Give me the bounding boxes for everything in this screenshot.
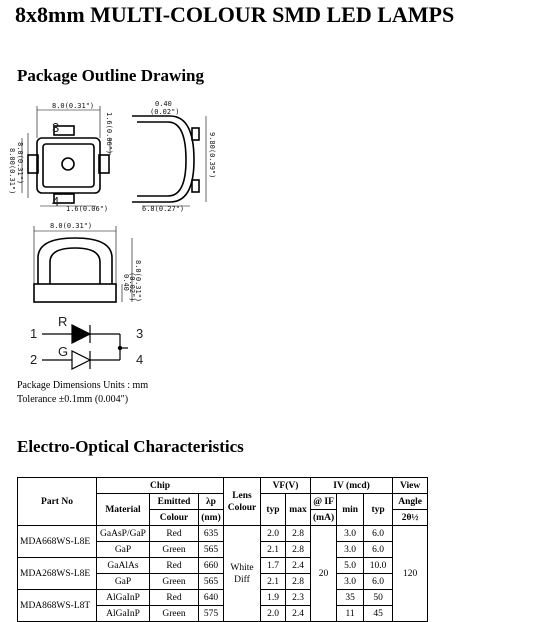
cell-iv-typ: 45 [364, 606, 393, 622]
cell-material: GaP [97, 574, 150, 590]
header-lambda: λp [199, 494, 224, 510]
table-header-row [18, 478, 428, 494]
header-iv-min: min [337, 494, 364, 526]
cell-lambda: 635 [199, 526, 224, 542]
cell-vf-typ: 2.1 [261, 542, 286, 558]
pin-label-bottom: 4 [52, 194, 60, 209]
cell-iv-typ: 50 [364, 590, 393, 606]
pin-label-top: 3 [52, 120, 60, 135]
header-iv: IV (mcd) [311, 478, 393, 494]
cell-colour: Green [150, 606, 199, 622]
cell-iv-min: 3.0 [337, 574, 364, 590]
cell-iv-typ: 6.0 [364, 542, 393, 558]
header-colour: Colour [150, 510, 199, 526]
cell-vf-typ: 1.7 [261, 558, 286, 574]
led-schematic [42, 325, 128, 369]
package-outline-drawing [10, 98, 240, 388]
section-heading-outline: Package Outline Drawing [17, 66, 204, 85]
dim-front-height: 8.0(0.31") [134, 260, 142, 303]
dim-side-height: 9.80(0.39") [208, 132, 216, 179]
dim-side-depth: 6.8(0.27") [142, 205, 185, 213]
cell-material: GaAsP/GaP [97, 526, 150, 542]
lens-colour-line2: Diff [234, 574, 250, 585]
table-row [18, 558, 428, 574]
cell-colour: Green [150, 574, 199, 590]
cell-lambda: 565 [199, 542, 224, 558]
cell-if: 20 [311, 526, 337, 622]
led-green-label: G [58, 344, 69, 359]
header-part-no: Part No [18, 478, 97, 526]
cell-vf-typ: 2.1 [261, 574, 286, 590]
cell-lens-colour [224, 526, 261, 622]
cell-colour: Green [150, 542, 199, 558]
cell-lambda: 640 [199, 590, 224, 606]
cell-iv-min: 5.0 [337, 558, 364, 574]
dim-lead-thickness-inch: (0.02") [150, 108, 180, 116]
dim-front-lead: 0.40 [122, 274, 130, 291]
section-heading-eo: Electro-Optical Characteristics [17, 437, 244, 456]
header-ma: (mA) [311, 510, 337, 526]
header-nm: (nm) [199, 510, 224, 526]
cell-lambda: 565 [199, 574, 224, 590]
cell-iv-min: 3.0 [337, 542, 364, 558]
cell-part: MDA868WS-L8T [18, 590, 97, 622]
electro-optical-table [17, 477, 428, 622]
header-chip: Chip [97, 478, 224, 494]
header-vf-typ: typ [261, 494, 286, 526]
dim-body-height: 8.0(0.31") [16, 142, 24, 185]
table-row [18, 590, 428, 606]
cell-iv-typ: 6.0 [364, 574, 393, 590]
note-tolerance: Tolerance ±0.1mm (0.004") [17, 394, 129, 405]
cell-vf-typ: 2.0 [261, 526, 286, 542]
cell-iv-typ: 6.0 [364, 526, 393, 542]
lens-colour-line1: White [230, 562, 254, 573]
cell-part: MDA268WS-L8E [18, 558, 97, 590]
header-material: Material [97, 494, 150, 526]
cell-material: AlGaInP [97, 590, 150, 606]
pin-label-3: 3 [136, 326, 144, 341]
header-iv-typ: typ [364, 494, 393, 526]
pin-label-1: 1 [30, 326, 38, 341]
cell-material: GaAlAs [97, 558, 150, 574]
cell-lambda: 660 [199, 558, 224, 574]
cell-vf-max: 2.3 [286, 590, 311, 606]
cell-material: AlGaInP [97, 606, 150, 622]
led-red-label: R [58, 314, 68, 329]
pin-label-4: 4 [136, 352, 144, 367]
cell-material: GaP [97, 542, 150, 558]
cell-colour: Red [150, 526, 199, 542]
header-vf-max: max [286, 494, 311, 526]
header-lens [224, 478, 261, 526]
header-lens-label: Lens [232, 490, 252, 501]
dim-tab-height: 1.6(0.06") [105, 112, 113, 155]
dim-top-width: 8.0(0.31") [52, 102, 95, 110]
cell-vf-typ: 2.0 [261, 606, 286, 622]
cell-colour: Red [150, 590, 199, 606]
dim-lead-thickness: 0.40 [155, 100, 172, 108]
dim-overall-height: 8.00(0.31") [8, 148, 16, 195]
header-emitted: Emitted [150, 494, 199, 510]
cell-iv-typ: 10.0 [364, 558, 393, 574]
cell-vf-typ: 1.9 [261, 590, 286, 606]
note-units: Package Dimensions Units : mm [17, 380, 149, 391]
cell-view-angle: 120 [393, 526, 428, 622]
dim-front-width: 8.0(0.31") [50, 222, 93, 230]
cell-iv-min: 35 [337, 590, 364, 606]
cell-vf-max: 2.4 [286, 558, 311, 574]
cell-vf-max: 2.8 [286, 574, 311, 590]
cell-vf-max: 2.8 [286, 542, 311, 558]
cell-colour: Red [150, 558, 199, 574]
cell-vf-max: 2.4 [286, 606, 311, 622]
header-at-if: @ IF [311, 494, 337, 510]
header-angle: Angle [393, 494, 428, 510]
cell-iv-min: 11 [337, 606, 364, 622]
page-title: 8x8mm MULTI-COLOUR SMD LED LAMPS [15, 2, 455, 27]
header-view: View [393, 478, 428, 494]
header-vf: VF(V) [261, 478, 311, 494]
header-lens-colour: Colour [227, 502, 257, 513]
pin-label-2: 2 [30, 352, 38, 367]
cell-vf-max: 2.8 [286, 526, 311, 542]
header-two-theta: 2θ½ [393, 510, 428, 526]
dim-pad-width: 1.6(0.06") [66, 205, 109, 213]
table-row [18, 526, 428, 542]
cell-part: MDA668WS-L8E [18, 526, 97, 558]
dim-front-lead-inch: (0.02") [128, 272, 136, 302]
cell-lambda: 575 [199, 606, 224, 622]
cell-iv-min: 3.0 [337, 526, 364, 542]
